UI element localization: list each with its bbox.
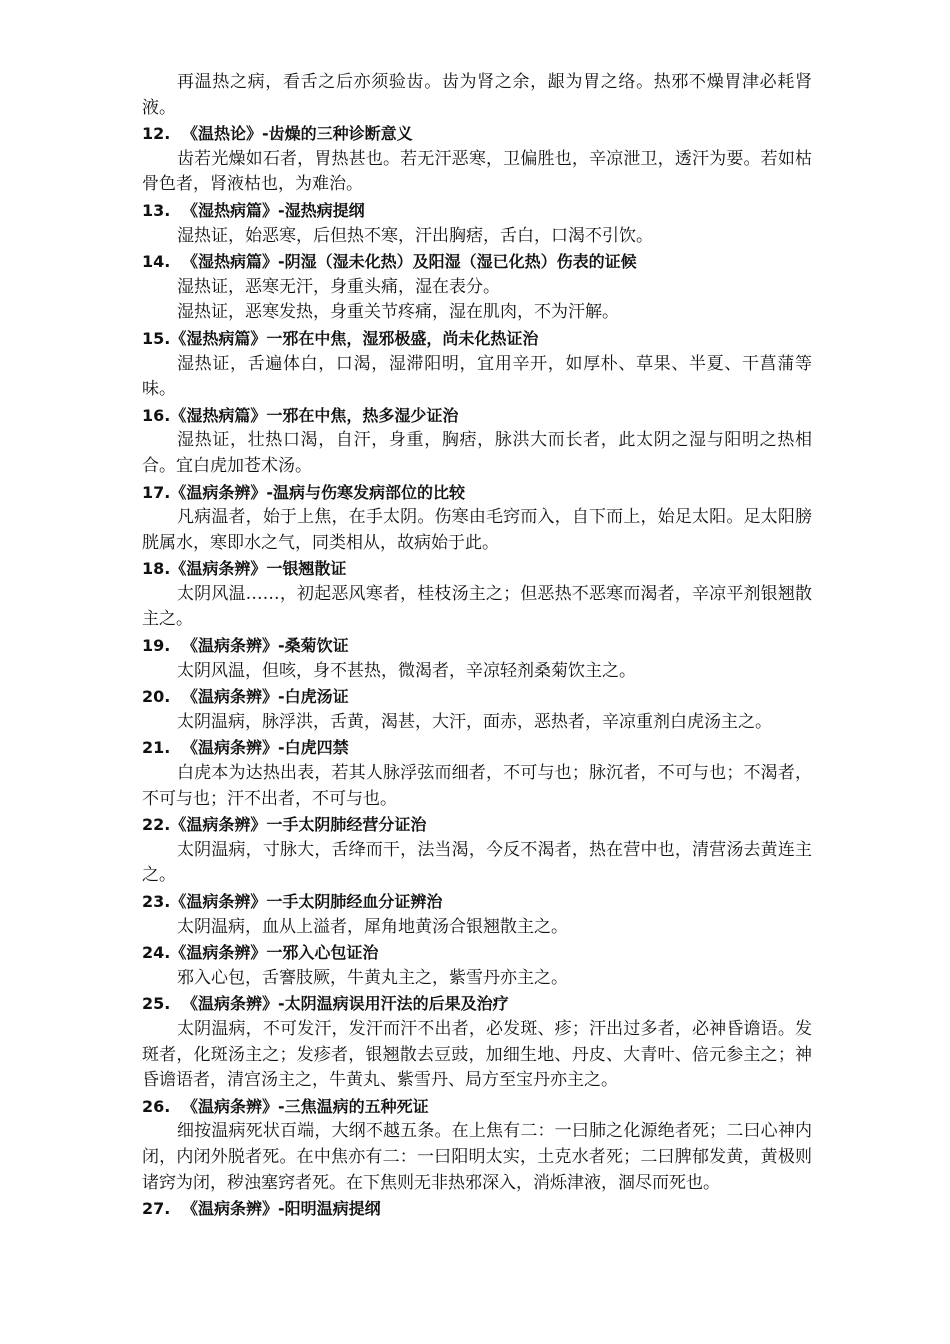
section-title: 《湿热病篇》一邪在中焦，热多湿少证治 (170, 405, 459, 425)
section-heading (142, 735, 812, 761)
paragraph: 再温热之病，看舌之后亦须验齿。齿为肾之余，龈为胃之络。热邪不燥胃津必耗肾液。 (142, 72, 812, 118)
section-title: 《温病条辨》一邪入心包证治 (170, 943, 379, 963)
section-title: 《湿热病篇》一邪在中焦，湿邪极盛，尚未化热证治 (170, 328, 539, 348)
section-title: 《温病条辨》-阳明温病提纲 (182, 1199, 381, 1219)
section-number: 12. (142, 124, 171, 144)
section-title: 《温病条辨》-白虎汤证 (182, 687, 349, 707)
section-heading (142, 198, 812, 224)
section-number: 18. (142, 559, 171, 579)
section-title: 《温病条辨》-桑菊饮证 (182, 636, 349, 656)
paragraph: 湿热证，恶寒发热，身重关节疼痛，湿在肌肉，不为汗解。 (177, 302, 619, 323)
paragraph: 太阴温病，血从上溢者，犀角地黄汤合银翘散主之。 (177, 916, 568, 937)
section-number: 21. (142, 738, 171, 758)
section-heading (142, 940, 812, 966)
section-heading (142, 812, 812, 838)
section-title: 《湿热病篇》-阴湿（湿未化热）及阳湿（湿已化热）伤表的证候 (182, 252, 637, 272)
section-heading (142, 249, 812, 275)
paragraph: 细按温病死状百端，大纲不越五条。在上焦有二：一曰肺之化源绝者死；二曰心神内闭，内闭外脱者死。在中焦亦有二：一曰阳明太实，土克水者死；二曰脾郁发黄，黄极则诸窍为闭，秽浊塞窍者死。在下焦则无非热邪深入，消烁津液，涸尽而死也。 (142, 1121, 812, 1193)
section-number: 25. (142, 994, 171, 1014)
section-heading (142, 1094, 812, 1120)
section-number: 15. (142, 328, 171, 348)
section-title: 《温病条辨》一手太阴肺经血分证辨治 (170, 892, 443, 911)
paragraph: 太阴温病，脉浮洪，舌黄，渴甚，大汗，面赤，恶热者，辛凉重剂白虎汤主之。 (177, 711, 772, 732)
section-title: 《温病条辨》一手太阴肺经营分证治 (170, 815, 427, 835)
section-heading (142, 889, 812, 915)
paragraph: 太阴温病，不可发汗，发汗而汗不出者，必发斑、疹；汗出过多者，必神昏谵语。发斑者，化斑汤主之；发疹者，银翘散去豆豉，加细生地、丹皮、大青叶、倍元参主之；神昏谵语者，清宫汤主之，牛黄丸、紫雪丹、局方至宝丹亦主之。 (142, 1018, 812, 1091)
paragraph: 湿热证，壮热口渴，自汗，身重，胸痞，脉洪大而长者，此太阴之湿与阳明之热相合。宜白虎加苍术汤。 (142, 430, 812, 476)
section-number: 27. (142, 1199, 171, 1219)
document-page (142, 70, 812, 1222)
section-number: 13. (142, 200, 171, 220)
section-number: 14. (142, 252, 171, 272)
section-title: 《温病条辨》一银翘散证 (170, 559, 347, 579)
section-number: 22. (142, 815, 171, 835)
section-heading (142, 684, 812, 710)
section-title: 《温病条辨》-三焦温病的五种死证 (182, 1096, 429, 1116)
section-heading (142, 633, 812, 659)
paragraph: 白虎本为达热出表，若其人脉浮弦而细者，不可与也；脉沉者，不可与也；不渴者，不可与也；汗不出者，不可与也。 (142, 763, 812, 809)
section-title: 《温病条辨》-太阴温病误用汗法的后果及治疗 (182, 994, 509, 1014)
paragraph: 湿热证，恶寒无汗，身重头痛，湿在表分。 (177, 276, 500, 297)
paragraph: 齿若光燥如石者，胃热甚也。若无汗恶寒，卫偏胜也，辛凉泄卫，透汗为要。若如枯骨色者，肾液枯也，为难治。 (142, 148, 812, 195)
section-number: 20. (142, 687, 171, 707)
section-title: 《温病条辨》-温病与伤寒发病部位的比较 (170, 482, 465, 502)
paragraph: 凡病温者，始于上焦，在手太阴。伤寒由毛窍而入，自下而上，始足太阳。足太阳膀胱属水，寒即水之气，同类相从，故病始于此。 (142, 507, 812, 553)
section-number: 24. (142, 943, 171, 963)
section-heading (142, 1196, 812, 1222)
paragraph: 湿热证，始恶寒，后但热不寒，汗出胸痞，舌白，口渴不引饮。 (177, 225, 653, 246)
paragraph: 太阴温病，寸脉大，舌绛而干，法当渴，今反不渴者，热在营中也，清营汤去黄连主之。 (142, 839, 812, 886)
section-heading (142, 480, 812, 506)
paragraph: 湿热证，舌遍体白，口渴，湿滞阳明，宜用辛开，如厚朴、草果、半夏、干菖蒲等味。 (142, 353, 812, 400)
section-number: 16. (142, 405, 171, 425)
section-title: 《湿热病篇》-湿热病提纲 (182, 200, 365, 220)
paragraph: 邪入心包，舌謇肢厥，牛黄丸主之，紫雪丹亦主之。 (177, 967, 568, 988)
paragraph: 太阴风温……，初起恶风寒者，桂枝汤主之；但恶热不恶寒而渴者，辛凉平剂银翘散主之。 (142, 583, 812, 630)
section-title: 《温热论》-齿燥的三种诊断意义 (182, 124, 413, 144)
section-heading (142, 403, 812, 429)
section-title: 《温病条辨》-白虎四禁 (182, 738, 349, 758)
section-number: 26. (142, 1096, 171, 1116)
section-heading (142, 326, 812, 352)
section-number: 23. (142, 892, 171, 911)
paragraph: 太阴风温，但咳，身不甚热，微渴者，辛凉轻剂桑菊饮主之。 (177, 660, 636, 681)
section-number: 17. (142, 482, 171, 502)
section-number: 19. (142, 636, 171, 656)
section-heading (142, 121, 812, 147)
section-heading (142, 556, 812, 582)
section-heading (142, 991, 812, 1017)
